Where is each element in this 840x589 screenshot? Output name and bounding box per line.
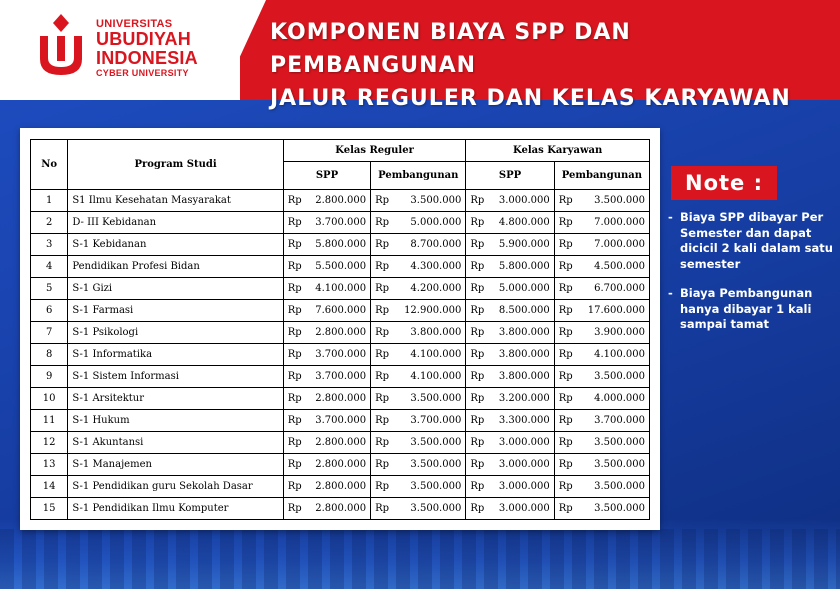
cell-amount: 5.000.000 (485, 278, 554, 300)
cell-amount: 17.600.000 (575, 300, 649, 322)
table-row (31, 498, 650, 520)
cell-amount: 3.500.000 (391, 432, 465, 454)
cell-amount: 3.500.000 (575, 366, 649, 388)
logo-panel-slant (220, 0, 266, 100)
fee-table (30, 139, 650, 520)
cell-currency: Rp (466, 366, 486, 388)
cell-currency: Rp (371, 476, 392, 498)
cell-no: 10 (31, 388, 68, 410)
cell-program: S-1 Pendidikan guru Sekolah Dasar (68, 476, 283, 498)
cell-currency: Rp (466, 476, 486, 498)
note-item (668, 210, 836, 272)
cell-currency: Rp (466, 454, 486, 476)
cell-currency: Rp (283, 454, 303, 476)
page-title (270, 16, 835, 115)
cell-currency: Rp (554, 454, 575, 476)
cell-currency: Rp (371, 388, 392, 410)
cell-amount: 3.500.000 (391, 454, 465, 476)
cell-no: 8 (31, 344, 68, 366)
cell-currency: Rp (371, 410, 392, 432)
cell-amount: 3.500.000 (575, 498, 649, 520)
cell-amount: 4.500.000 (575, 256, 649, 278)
cell-currency: Rp (283, 322, 303, 344)
table-row (31, 234, 650, 256)
cell-program: S-1 Kebidanan (68, 234, 283, 256)
cell-currency: Rp (554, 234, 575, 256)
cell-amount: 4.200.000 (391, 278, 465, 300)
cell-currency: Rp (283, 388, 303, 410)
cell-amount: 2.800.000 (303, 322, 371, 344)
cell-currency: Rp (554, 432, 575, 454)
cell-currency: Rp (554, 498, 575, 520)
cell-amount: 7.000.000 (575, 234, 649, 256)
cell-currency: Rp (283, 256, 303, 278)
cell-currency: Rp (466, 344, 486, 366)
cell-currency: Rp (466, 322, 486, 344)
note-label: Note : (671, 166, 777, 200)
cell-currency: Rp (283, 190, 303, 212)
header-karyawan-spp: SPP (466, 162, 554, 190)
cell-currency: Rp (554, 190, 575, 212)
cell-currency: Rp (554, 322, 575, 344)
cell-amount: 3.700.000 (575, 410, 649, 432)
table-row (31, 476, 650, 498)
cell-currency: Rp (283, 344, 303, 366)
university-logo-icon (36, 14, 86, 76)
cell-amount: 3.500.000 (391, 388, 465, 410)
cell-no: 4 (31, 256, 68, 278)
table-row (31, 300, 650, 322)
cell-currency: Rp (371, 432, 392, 454)
title-line-2: JALUR REGULER DAN KELAS KARYAWAN (270, 86, 791, 111)
cell-currency: Rp (371, 278, 392, 300)
cell-amount: 2.800.000 (303, 476, 371, 498)
cell-amount: 4.300.000 (391, 256, 465, 278)
table-row (31, 344, 650, 366)
cell-currency: Rp (554, 366, 575, 388)
cell-currency: Rp (371, 322, 392, 344)
cell-currency: Rp (283, 278, 303, 300)
cell-currency: Rp (283, 432, 303, 454)
cell-program: S-1 Sistem Informasi (68, 366, 283, 388)
cell-no: 7 (31, 322, 68, 344)
header-reguler-spp: SPP (283, 162, 370, 190)
cell-amount: 4.100.000 (303, 278, 371, 300)
cell-amount: 5.000.000 (391, 212, 465, 234)
brand-line-1: UNIVERSITAS (96, 18, 173, 30)
cell-currency: Rp (371, 498, 392, 520)
cell-amount: 7.600.000 (303, 300, 371, 322)
cell-no: 11 (31, 410, 68, 432)
cell-amount: 3.500.000 (575, 190, 649, 212)
cell-amount: 5.500.000 (303, 256, 371, 278)
cell-amount: 3.500.000 (391, 498, 465, 520)
cell-currency: Rp (371, 234, 392, 256)
cell-amount: 2.800.000 (303, 454, 371, 476)
header-program: Program Studi (68, 140, 283, 190)
table-row (31, 432, 650, 454)
cell-currency: Rp (466, 278, 486, 300)
table-row (31, 322, 650, 344)
table-row (31, 190, 650, 212)
cell-amount: 3.700.000 (303, 366, 371, 388)
cell-currency: Rp (466, 498, 486, 520)
cell-no: 6 (31, 300, 68, 322)
cell-program: S-1 Manajemen (68, 454, 283, 476)
cell-currency: Rp (283, 212, 303, 234)
cell-amount: 3.800.000 (485, 344, 554, 366)
table-row (31, 212, 650, 234)
cell-amount: 6.700.000 (575, 278, 649, 300)
cell-no: 2 (31, 212, 68, 234)
university-wordmark (96, 18, 198, 79)
cell-amount: 4.800.000 (485, 212, 554, 234)
cell-amount: 5.800.000 (303, 234, 371, 256)
header-no: No (31, 140, 68, 190)
cell-amount: 3.500.000 (391, 190, 465, 212)
cell-amount: 3.800.000 (391, 322, 465, 344)
cell-currency: Rp (466, 212, 486, 234)
table-body (31, 190, 650, 520)
cell-amount: 5.900.000 (485, 234, 554, 256)
cell-amount: 3.700.000 (303, 344, 371, 366)
cell-currency: Rp (371, 300, 392, 322)
cell-currency: Rp (554, 256, 575, 278)
table-row (31, 256, 650, 278)
cell-amount: 3.900.000 (575, 322, 649, 344)
notes-list (668, 210, 836, 347)
header-reguler-pembangunan: Pembangunan (371, 162, 466, 190)
cell-amount: 3.000.000 (485, 498, 554, 520)
cell-currency: Rp (466, 432, 486, 454)
cell-amount: 4.100.000 (391, 366, 465, 388)
cell-amount: 3.300.000 (485, 410, 554, 432)
cell-amount: 3.000.000 (485, 454, 554, 476)
cell-currency: Rp (283, 234, 303, 256)
cell-currency: Rp (554, 278, 575, 300)
cell-no: 3 (31, 234, 68, 256)
cell-program: S-1 Pendidikan Ilmu Komputer (68, 498, 283, 520)
cell-amount: 3.500.000 (575, 432, 649, 454)
cell-amount: 2.800.000 (303, 388, 371, 410)
table-row (31, 454, 650, 476)
cell-no: 1 (31, 190, 68, 212)
cell-amount: 3.000.000 (485, 432, 554, 454)
cell-currency: Rp (554, 476, 575, 498)
cell-program: S-1 Psikologi (68, 322, 283, 344)
cell-currency: Rp (283, 476, 303, 498)
brand-line-4: CYBER UNIVERSITY (96, 68, 189, 78)
cell-program: S-1 Farmasi (68, 300, 283, 322)
cell-amount: 3.500.000 (391, 476, 465, 498)
cell-program: S-1 Arsitektur (68, 388, 283, 410)
cell-program: S-1 Informatika (68, 344, 283, 366)
cell-amount: 8.500.000 (485, 300, 554, 322)
cell-no: 15 (31, 498, 68, 520)
cell-amount: 3.000.000 (485, 190, 554, 212)
cell-currency: Rp (466, 388, 486, 410)
brand-line-3: INDONESIA (96, 48, 198, 68)
header-banner (0, 0, 840, 111)
cell-amount: 7.000.000 (575, 212, 649, 234)
cell-currency: Rp (554, 344, 575, 366)
cell-currency: Rp (371, 344, 392, 366)
cell-currency: Rp (371, 454, 392, 476)
cell-currency: Rp (283, 410, 303, 432)
cell-amount: 3.200.000 (485, 388, 554, 410)
cell-amount: 4.100.000 (391, 344, 465, 366)
table-row (31, 410, 650, 432)
cell-amount: 4.100.000 (575, 344, 649, 366)
cell-amount: 3.500.000 (575, 476, 649, 498)
note-bullet: - (668, 286, 673, 300)
cell-program: S-1 Hukum (68, 410, 283, 432)
cell-currency: Rp (466, 234, 486, 256)
cell-no: 5 (31, 278, 68, 300)
cell-currency: Rp (554, 212, 575, 234)
cell-no: 12 (31, 432, 68, 454)
cell-amount: 3.800.000 (485, 366, 554, 388)
cell-currency: Rp (466, 300, 486, 322)
header-karyawan-pembangunan: Pembangunan (554, 162, 649, 190)
table-header-row (31, 140, 650, 162)
cell-currency: Rp (554, 300, 575, 322)
cell-amount: 5.800.000 (485, 256, 554, 278)
fee-table-card (20, 128, 660, 530)
title-line-1: KOMPONEN BIAYA SPP DAN PEMBANGUNAN (270, 20, 631, 78)
cell-currency: Rp (283, 300, 303, 322)
note-item (668, 286, 836, 333)
cell-amount: 3.700.000 (303, 212, 371, 234)
cell-amount: 3.800.000 (485, 322, 554, 344)
cell-amount: 12.900.000 (391, 300, 465, 322)
cell-currency: Rp (466, 190, 486, 212)
cell-amount: 8.700.000 (391, 234, 465, 256)
cell-amount: 3.500.000 (575, 454, 649, 476)
cell-currency: Rp (283, 366, 303, 388)
cell-currency: Rp (466, 410, 486, 432)
table-row (31, 388, 650, 410)
cell-currency: Rp (371, 190, 392, 212)
cell-amount: 2.800.000 (303, 190, 371, 212)
cell-currency: Rp (554, 388, 575, 410)
cell-amount: 3.000.000 (485, 476, 554, 498)
cell-currency: Rp (554, 410, 575, 432)
cell-program: S1 Ilmu Kesehatan Masyarakat (68, 190, 283, 212)
cell-currency: Rp (466, 256, 486, 278)
cell-program: S-1 Akuntansi (68, 432, 283, 454)
cell-amount: 4.000.000 (575, 388, 649, 410)
cell-amount: 2.800.000 (303, 432, 371, 454)
table-row (31, 366, 650, 388)
cell-no: 14 (31, 476, 68, 498)
cell-amount: 3.700.000 (303, 410, 371, 432)
cell-amount: 3.700.000 (391, 410, 465, 432)
header-kelas-reguler: Kelas Reguler (283, 140, 466, 162)
header-kelas-karyawan: Kelas Karyawan (466, 140, 650, 162)
cell-currency: Rp (371, 212, 392, 234)
cell-currency: Rp (371, 366, 392, 388)
cell-no: 9 (31, 366, 68, 388)
cell-program: D- III Kebidanan (68, 212, 283, 234)
table-row (31, 278, 650, 300)
note-text: Biaya Pembangunan hanya dibayar 1 kali sampai tamat (680, 286, 813, 331)
cell-program: Pendidikan Profesi Bidan (68, 256, 283, 278)
cell-program: S-1 Gizi (68, 278, 283, 300)
brand-line-2: UBUDIYAH (96, 29, 191, 49)
cell-currency: Rp (371, 256, 392, 278)
cell-currency: Rp (283, 498, 303, 520)
cell-no: 13 (31, 454, 68, 476)
note-text: Biaya SPP dibayar Per Semester dan dapat dicicil 2 kali dalam satu semester (680, 210, 833, 271)
cell-amount: 2.800.000 (303, 498, 371, 520)
note-bullet: - (668, 210, 673, 224)
background-skyline (0, 529, 840, 589)
